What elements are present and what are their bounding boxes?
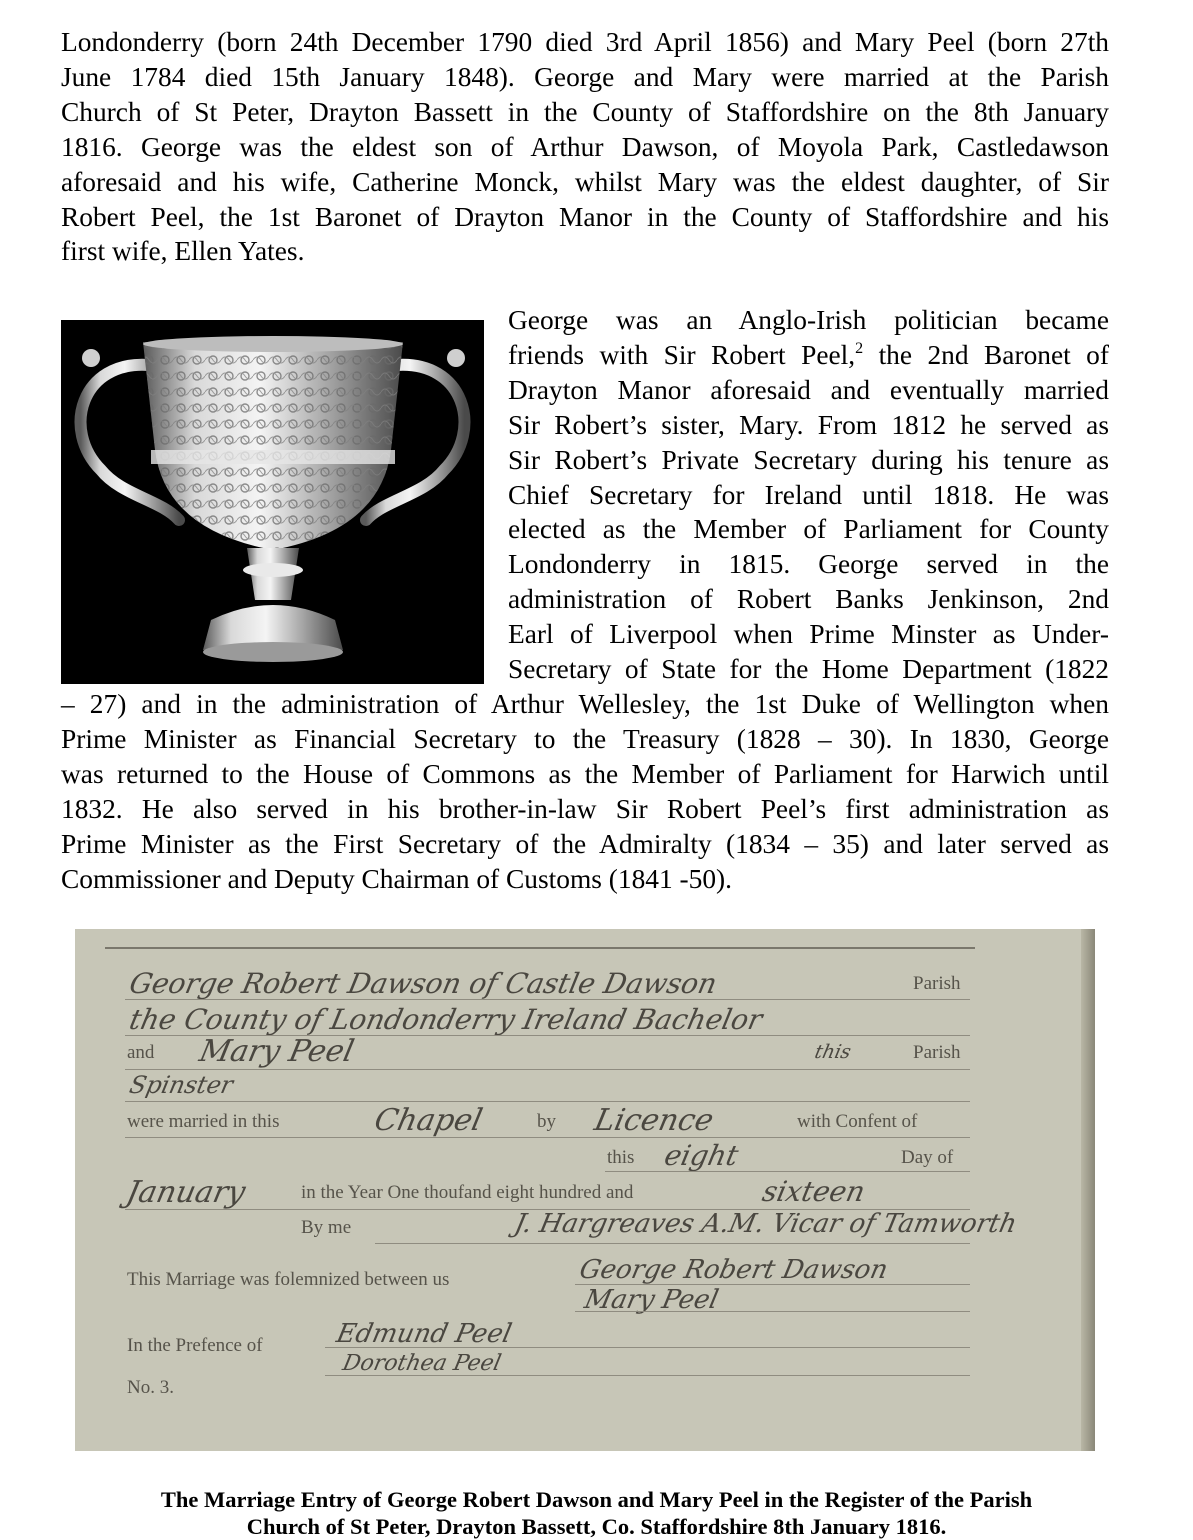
text-line: administration of Robert Banks Jenkinson, 2nd xyxy=(508,584,1109,615)
text-line: June 1784 died 15th January 1848). George and Mary were married at the Parish xyxy=(61,61,1109,92)
printed-solemnized: This Marriage was folemnized between us xyxy=(127,1269,450,1290)
text-line: elected as the Member of Parliament for County xyxy=(508,514,1109,545)
printed-of-parish: Parish xyxy=(913,1042,961,1063)
printed-and: and xyxy=(127,1042,155,1063)
text-line: Commissioner and Deputy Chairman of Customs (1841 -50). xyxy=(61,863,733,894)
register-top-rule xyxy=(105,947,975,949)
printed-by: by xyxy=(537,1111,556,1132)
printed-by-me: By me xyxy=(301,1217,352,1238)
handwritten-witness-1: Edmund Peel xyxy=(333,1319,515,1349)
text-line: Londonderry in 1815. George served in the xyxy=(508,549,1109,580)
text-fragment: friends with Sir Robert Peel, xyxy=(508,339,856,370)
handwritten-bride: Mary Peel xyxy=(196,1034,358,1069)
text-line: 1832. He also served in his brother-in-law Sir Robert Peel’s first administration as xyxy=(61,793,1109,824)
printed-parish: Parish xyxy=(913,973,961,994)
text-line: was returned to the House of Commons as the Member of Parliament for Harwich until xyxy=(61,758,1109,789)
text-line: Drayton Manor aforesaid and eventually married xyxy=(508,374,1109,405)
handwritten-licence: Licence xyxy=(591,1103,717,1138)
career-paragraph xyxy=(61,303,1109,896)
printed-this: this xyxy=(607,1147,635,1168)
text-line: Earl of Liverpool when Prime Minster as Under- xyxy=(508,619,1109,650)
text-line: aforesaid and his wife, Catherine Monck, whilst Mary was the eldest daughter, of Sir xyxy=(61,166,1109,197)
ruled-line xyxy=(125,999,970,1000)
printed-entry-number: No. 3. xyxy=(127,1377,174,1398)
text-line: Prime Minister as Financial Secretary to the Treasury (1828 – 30). In 1830, George xyxy=(61,723,1109,754)
caption-line: Church of St Peter, Drayton Bassett, Co. Staffordshire 8th January 1816. xyxy=(246,1514,947,1539)
handwritten-year: sixteen xyxy=(759,1175,869,1208)
printed-married: were married in this xyxy=(127,1111,280,1132)
ruled-line xyxy=(325,1347,970,1348)
text-line: first wife, Ellen Yates. xyxy=(61,236,305,267)
caption-line: The Marriage Entry of George Robert Dawson and Mary Peel in the Register of the Parish xyxy=(160,1487,1033,1512)
text-line: Church of St Peter, Drayton Bassett in the County of Staffordshire on the 8th January xyxy=(61,96,1109,127)
text-line: Sir Robert’s Private Secretary during his tenure as xyxy=(508,444,1109,475)
text-line: – 27) and in the administration of Arthur Wellesley, the 1st Duke of Wellington when xyxy=(61,688,1109,719)
text-line: Prime Minister as the First Secretary of the Admiralty (1834 – 35) and later served as xyxy=(61,828,1109,859)
text-line xyxy=(508,338,1109,373)
handwritten-spinster: Spinster xyxy=(127,1071,236,1099)
handwritten-day: eight xyxy=(661,1139,742,1172)
text-line: Sir Robert’s sister, Mary. From 1812 he served as xyxy=(508,409,1109,440)
text-line: George was an Anglo-Irish politician became xyxy=(508,305,1109,335)
marriage-register-photo xyxy=(75,929,1095,1451)
printed-presence: In the Prefence of xyxy=(127,1335,263,1356)
book-spine-shadow xyxy=(1081,929,1095,1451)
handwritten-minister: J. Hargreaves A.M. Vicar of Tamworth xyxy=(511,1209,1020,1239)
text-line: Londonderry (born 24th December 1790 died 3rd April 1856) and Mary Peel (born 27th xyxy=(61,27,1109,57)
ruled-line xyxy=(605,1171,970,1172)
ruled-line xyxy=(125,1069,970,1070)
text-fragment: the 2nd Baronet of xyxy=(863,339,1110,370)
register-caption xyxy=(0,1486,1193,1540)
handwritten-groom: George Robert Dawson of Castle Dawson xyxy=(126,967,720,1000)
printed-day-of: Day of xyxy=(901,1147,954,1168)
handwritten-signature-bride: Mary Peel xyxy=(581,1285,722,1315)
handwritten-signature-groom: George Robert Dawson xyxy=(576,1255,891,1285)
ruled-line xyxy=(575,1311,970,1312)
handwritten-this: this xyxy=(812,1041,854,1063)
printed-consent: with Confent of xyxy=(797,1111,918,1132)
ruled-line xyxy=(125,1137,970,1138)
text-line: 1816. George was the eldest son of Arthur Dawson, of Moyola Park, Castledawson xyxy=(61,131,1109,162)
text-line: Chief Secretary for Ireland until 1818. He was xyxy=(508,479,1109,510)
handwritten-chapel: Chapel xyxy=(371,1103,486,1138)
text-line: Robert Peel, the 1st Baronet of Drayton Manor in the County of Staffordshire and his xyxy=(61,201,1109,232)
text-line: Secretary of State for the Home Department (1822 xyxy=(508,654,1109,685)
footnote-marker[interactable]: 2 xyxy=(855,339,864,357)
ruled-line xyxy=(375,1243,970,1244)
ruled-line xyxy=(325,1375,970,1376)
handwritten-county: the County of Londonderry Ireland Bachelor xyxy=(126,1003,766,1036)
handwritten-witness-2: Dorothea Peel xyxy=(340,1351,504,1376)
printed-year: in the Year One thoufand eight hundred and xyxy=(301,1182,634,1203)
ruled-line xyxy=(125,1101,970,1102)
intro-paragraph xyxy=(61,25,1109,269)
handwritten-month: January xyxy=(123,1175,249,1210)
